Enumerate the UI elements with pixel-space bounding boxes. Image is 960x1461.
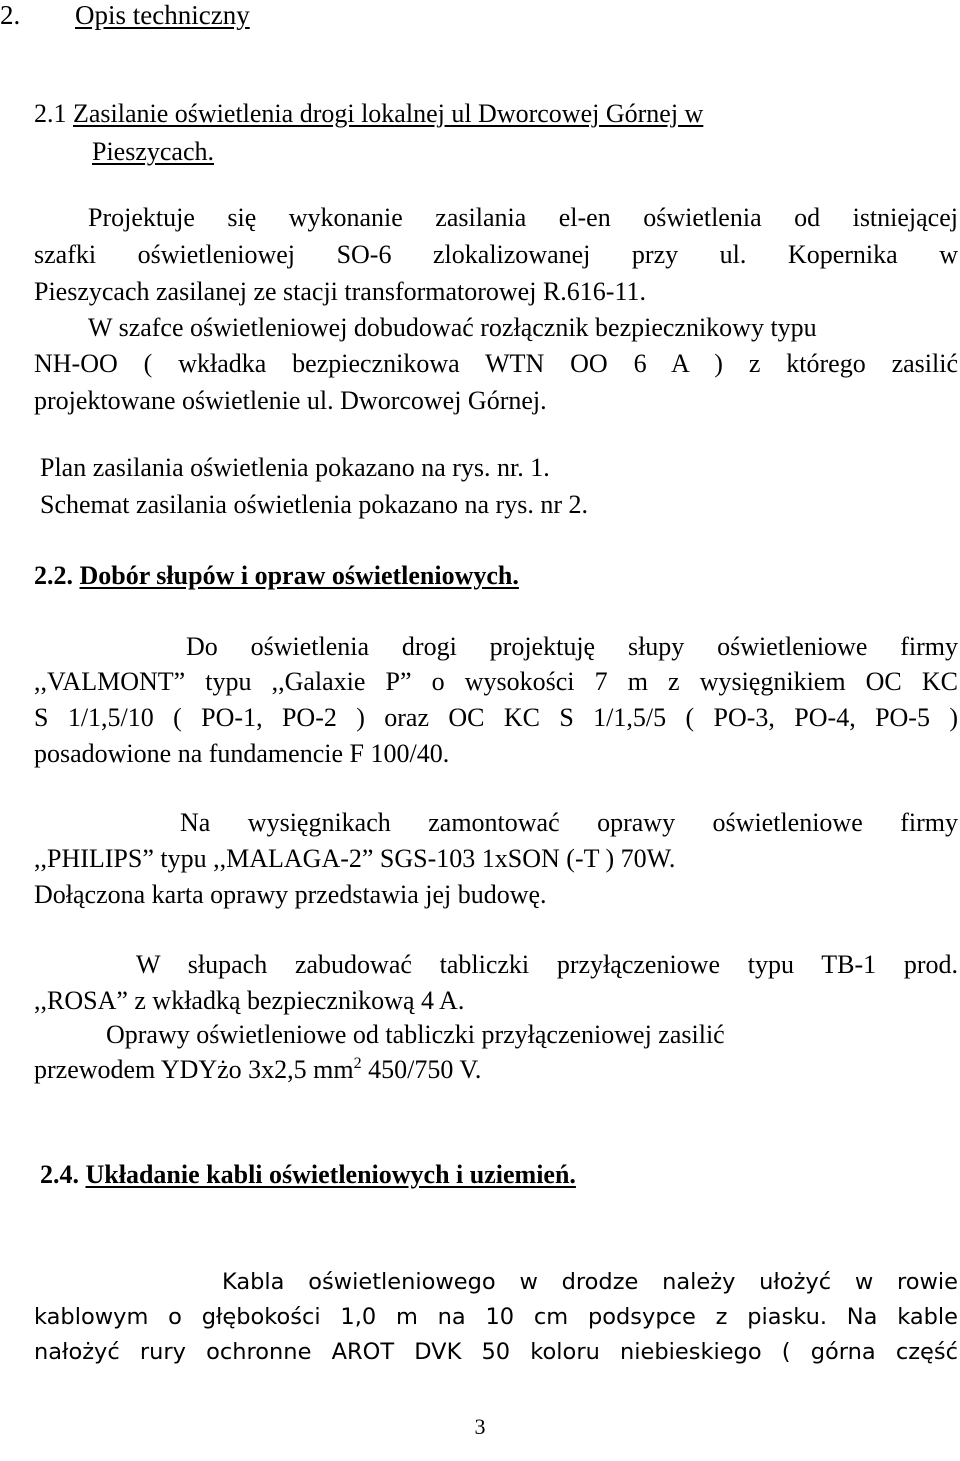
section-heading-2-2: [34, 561, 519, 591]
paragraph-line: posadowione na fundamencie F 100/40.: [34, 739, 450, 768]
section-title-cont: Pieszycach.: [92, 137, 215, 166]
paragraph-line: Projektuje się wykonanie zasilania el-en oświetlenia od istniejącej: [88, 203, 958, 232]
paragraph-line: nałożyć rury ochronne AROT DVK 50 koloru niebieskiego ( górna część: [34, 1339, 958, 1365]
paragraph-line: NH-OO ( wkładka bezpiecznikowa WTN OO 6 A ) z którego zasilić: [34, 349, 958, 378]
section-heading-2: [0, 0, 250, 30]
section-number: 2.1: [34, 99, 67, 128]
paragraph-line: W słupach zabudować tabliczki przyłączeniowe typu TB-1 prod.: [136, 950, 958, 979]
paragraph-line: projektowane oświetlenie ul. Dworcowej Górnej.: [34, 386, 547, 415]
paragraph-line: Schemat zasilania oświetlenia pokazano na rys. nr 2.: [40, 490, 588, 519]
section-number: 2.: [0, 0, 21, 30]
paragraph-line: kablowym o głębokości 1,0 m na 10 cm podsypce z piasku. Na kable: [34, 1304, 958, 1330]
paragraph-line: Oprawy oświetleniowe od tabliczki przyłączeniowej zasilić: [106, 1020, 725, 1049]
paragraph-line: Pieszycach zasilanej ze stacji transformatorowej R.616-11.: [34, 277, 646, 306]
section-title: Dobór słupów i opraw oświetleniowych.: [79, 561, 519, 590]
section-number: 2.2.: [34, 561, 73, 590]
section-heading-2-1-cont: [92, 137, 214, 167]
paragraph-line: Na wysięgnikach zamontować oprawy oświetleniowe firmy: [180, 808, 958, 837]
paragraph-line: W szafce oświetleniowej dobudować rozłącznik bezpiecznikowy typu: [88, 313, 817, 342]
section-number: 2.4.: [40, 1160, 79, 1189]
section-title: Zasilanie oświetlenia drogi lokalnej ul Dworcowej Górnej w: [73, 99, 704, 128]
page-number: 3: [474, 1414, 486, 1439]
section-heading-2-1: [34, 99, 703, 129]
text-run: przewodem YDYżo 3x2,5 mm: [34, 1055, 354, 1084]
text-run: 450/750 V.: [361, 1055, 482, 1084]
paragraph-line: ,,PHILIPS” typu ,,MALAGA-2” SGS-103 1xSON (-T ) 70W.: [34, 844, 676, 873]
section-title: Układanie kabli oświetleniowych i uziemień.: [85, 1160, 576, 1189]
paragraph-line: szafki oświetleniowej SO-6 zlokalizowanej przy ul. Kopernika w: [34, 240, 958, 269]
paragraph-line: Do oświetlenia drogi projektuję słupy oświetleniowe firmy: [186, 632, 958, 661]
paragraph-line: Kabla oświetleniowego w drodze należy ułożyć w rowie: [222, 1269, 958, 1295]
section-heading-2-4: [40, 1160, 576, 1190]
superscript: 2: [353, 1055, 362, 1072]
section-title: Opis techniczny: [75, 0, 250, 30]
paragraph-line: [34, 1055, 481, 1089]
paragraph-line: S 1/1,5/10 ( PO-1, PO-2 ) oraz OC KC S 1/1,5/5 ( PO-3, PO-4, PO-5 ): [34, 703, 958, 732]
paragraph-line: Plan zasilania oświetlenia pokazano na rys. nr. 1.: [40, 453, 550, 482]
paragraph-line: ,,ROSA” z wkładką bezpiecznikową 4 A.: [34, 986, 465, 1015]
paragraph-line: Dołączona karta oprawy przedstawia jej budowę.: [34, 880, 547, 909]
paragraph-line: ,,VALMONT” typu ,,Galaxie P” o wysokości 7 m z wysięgnikiem OC KC: [34, 667, 958, 696]
